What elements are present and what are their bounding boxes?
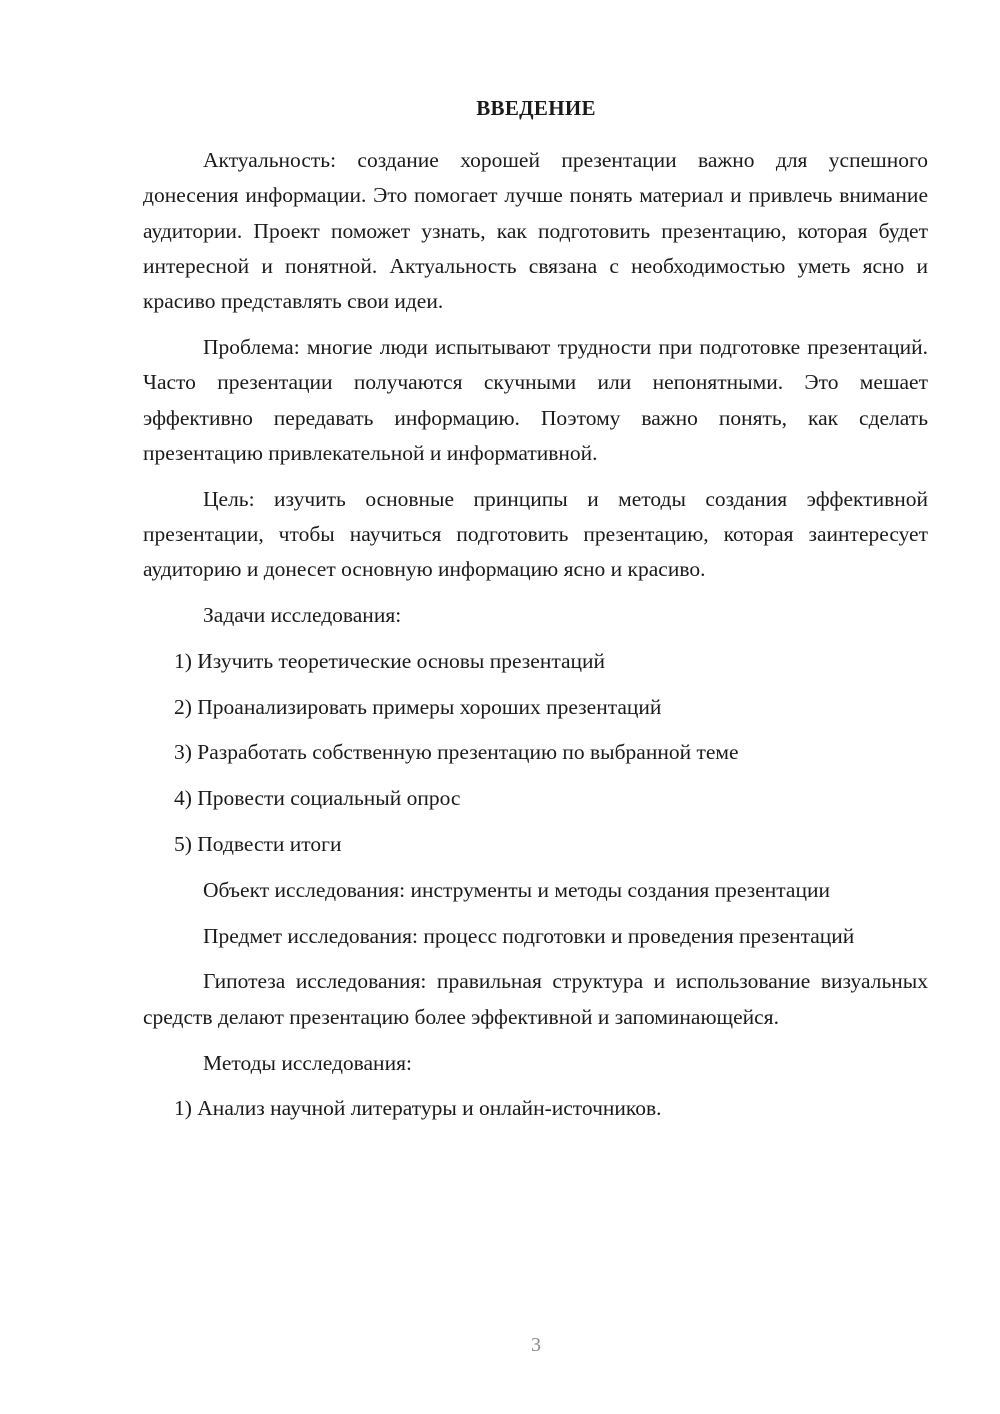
object-paragraph: Объект исследования: инструменты и методы создания презентации	[203, 877, 830, 902]
page-number: 3	[531, 1334, 541, 1356]
methods-heading: Методы исследования:	[203, 1050, 412, 1075]
goal-paragraph: Цель: изучить основные принципы и методы создания эффективной презентации, чтобы научиться подготовить презентацию, которая заинтересует аудиторию и донесет основную информацию ясно и красиво.	[143, 486, 928, 582]
page-title: ВВЕДЕНИЕ	[476, 96, 596, 120]
task-item: 5) Подвести итоги	[174, 832, 342, 857]
tasks-heading: Задачи исследования:	[203, 603, 402, 628]
relevance-paragraph: Актуальность: создание хорошей презентации важно для успешного донесения информации. Это помогает лучше понять материал и привлечь внимание аудитории. Проект поможет узнать, как подготовить презентацию, которая будет интересной и понятной. Актуальность связана с необходимостью уметь ясно и красиво представлять свои идеи.	[143, 148, 928, 314]
task-item: 1) Изучить теоретические основы презентаций	[174, 648, 606, 673]
method-item: 1) Анализ научной литературы и онлайн-источников.	[174, 1096, 662, 1121]
hypothesis-paragraph: Гипотеза исследования: правильная структура и использование визуальных средств делают презентацию более эффективной и запоминающейся.	[143, 969, 928, 1029]
task-item: 4) Провести социальный опрос	[174, 786, 461, 811]
task-item: 3) Разработать собственную презентацию по выбранной теме	[174, 740, 739, 765]
task-item: 2) Проанализировать примеры хороших презентаций	[174, 694, 662, 719]
subject-paragraph: Предмет исследования: процесс подготовки и проведения презентаций	[203, 923, 855, 948]
page-body	[143, 143, 928, 1137]
problem-paragraph: Проблема: многие люди испытывают трудности при подготовке презентаций. Часто презентации получаются скучными или непонятными. Это мешает эффективно передавать информацию. Поэтому важно понять, как сделать презентацию привлекательной и информативной.	[143, 334, 928, 465]
